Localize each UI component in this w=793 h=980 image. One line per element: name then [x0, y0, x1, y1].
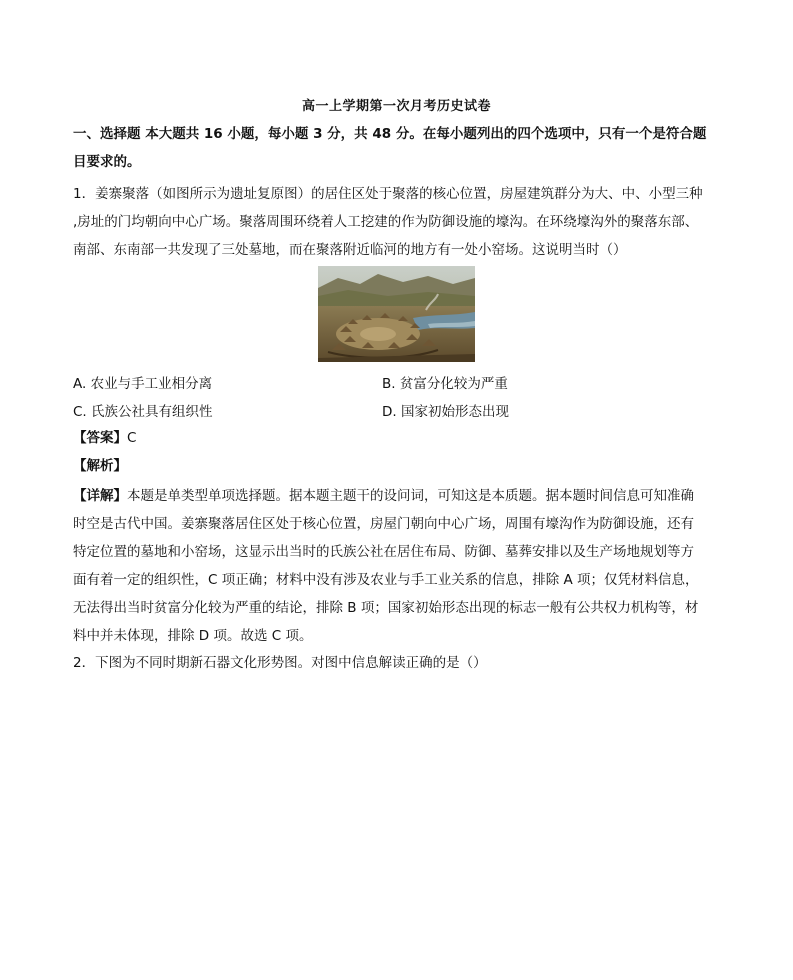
detail-line-3: 特定位置的墓地和小窑场，这显示出当时的氏族公社在居住布局、防御、墓葬安排以及生产场地规划等方 — [73, 544, 694, 560]
answer-label: 【答案】 — [73, 430, 127, 446]
section-heading-line-1: 一、选择题 本大题共 16 小题，每小题 3 分，共 48 分。在每小题列出的四个选项中，只有一个是符合题 — [73, 126, 707, 142]
exam-title: 高一上学期第一次月考历史试卷 — [301, 99, 491, 114]
detail-line-5: 无法得出当时贫富分化较为严重的结论，排除 B 项；国家初始形态出现的标志一般有公共权力机构等，材 — [73, 600, 699, 616]
option-b: B. 贫富分化较为严重 — [382, 376, 508, 392]
question-1-line-3: 南部、东南部一共发现了三处墓地，而在聚落附近临河的地方有一处小窑场。这说明当时（） — [73, 242, 627, 258]
option-a: A. 农业与手工业相分离 — [73, 376, 213, 392]
detail-text-1: 本题是单类型单项选择题。据本题主题干的设问词，可知这是本质题。据本题时间信息可知准确 — [127, 488, 694, 504]
answer-line — [73, 424, 136, 452]
analysis-label: 【解析】 — [73, 458, 127, 474]
question-2-stem — [73, 649, 723, 677]
question-1-stem — [73, 180, 723, 264]
detail-explanation — [73, 482, 723, 650]
section-heading-line-2: 目要求的。 — [73, 154, 141, 170]
option-c: C. 氏族公社具有组织性 — [73, 404, 213, 420]
answer-value: C — [127, 430, 137, 446]
question-1-line-2: ,房址的门均朝向中心广场。聚落周围环绕着人工挖建的作为防御设施的壕沟。在环绕壕沟外的聚落东部、 — [73, 214, 699, 230]
option-d: D. 国家初始形态出现 — [382, 404, 509, 420]
detail-line-6: 料中并未体现，排除 D 项。故选 C 项。 — [73, 628, 313, 644]
detail-line-2: 时空是古代中国。姜寨聚落居住区处于核心位置，房屋门朝向中心广场，周围有壕沟作为防御设施，还有 — [73, 516, 694, 532]
question-2-line-1: 2．下图为不同时期新石器文化形势图。对图中信息解读正确的是（） — [73, 655, 487, 671]
section-heading — [73, 120, 723, 176]
detail-line-1 — [73, 482, 723, 510]
jiangzhai-settlement-reconstruction-image — [318, 266, 475, 362]
detail-line-4: 面有着一定的组织性，C 项正确；材料中没有涉及农业与手工业关系的信息，排除 A 项；仅凭材料信息， — [73, 572, 699, 588]
question-1-line-1: 1．姜寨聚落（如图所示为遗址复原图）的居住区处于聚落的核心位置，房屋建筑群分为大、中、小型三种 — [73, 186, 703, 202]
detail-label: 【详解】 — [73, 488, 127, 504]
